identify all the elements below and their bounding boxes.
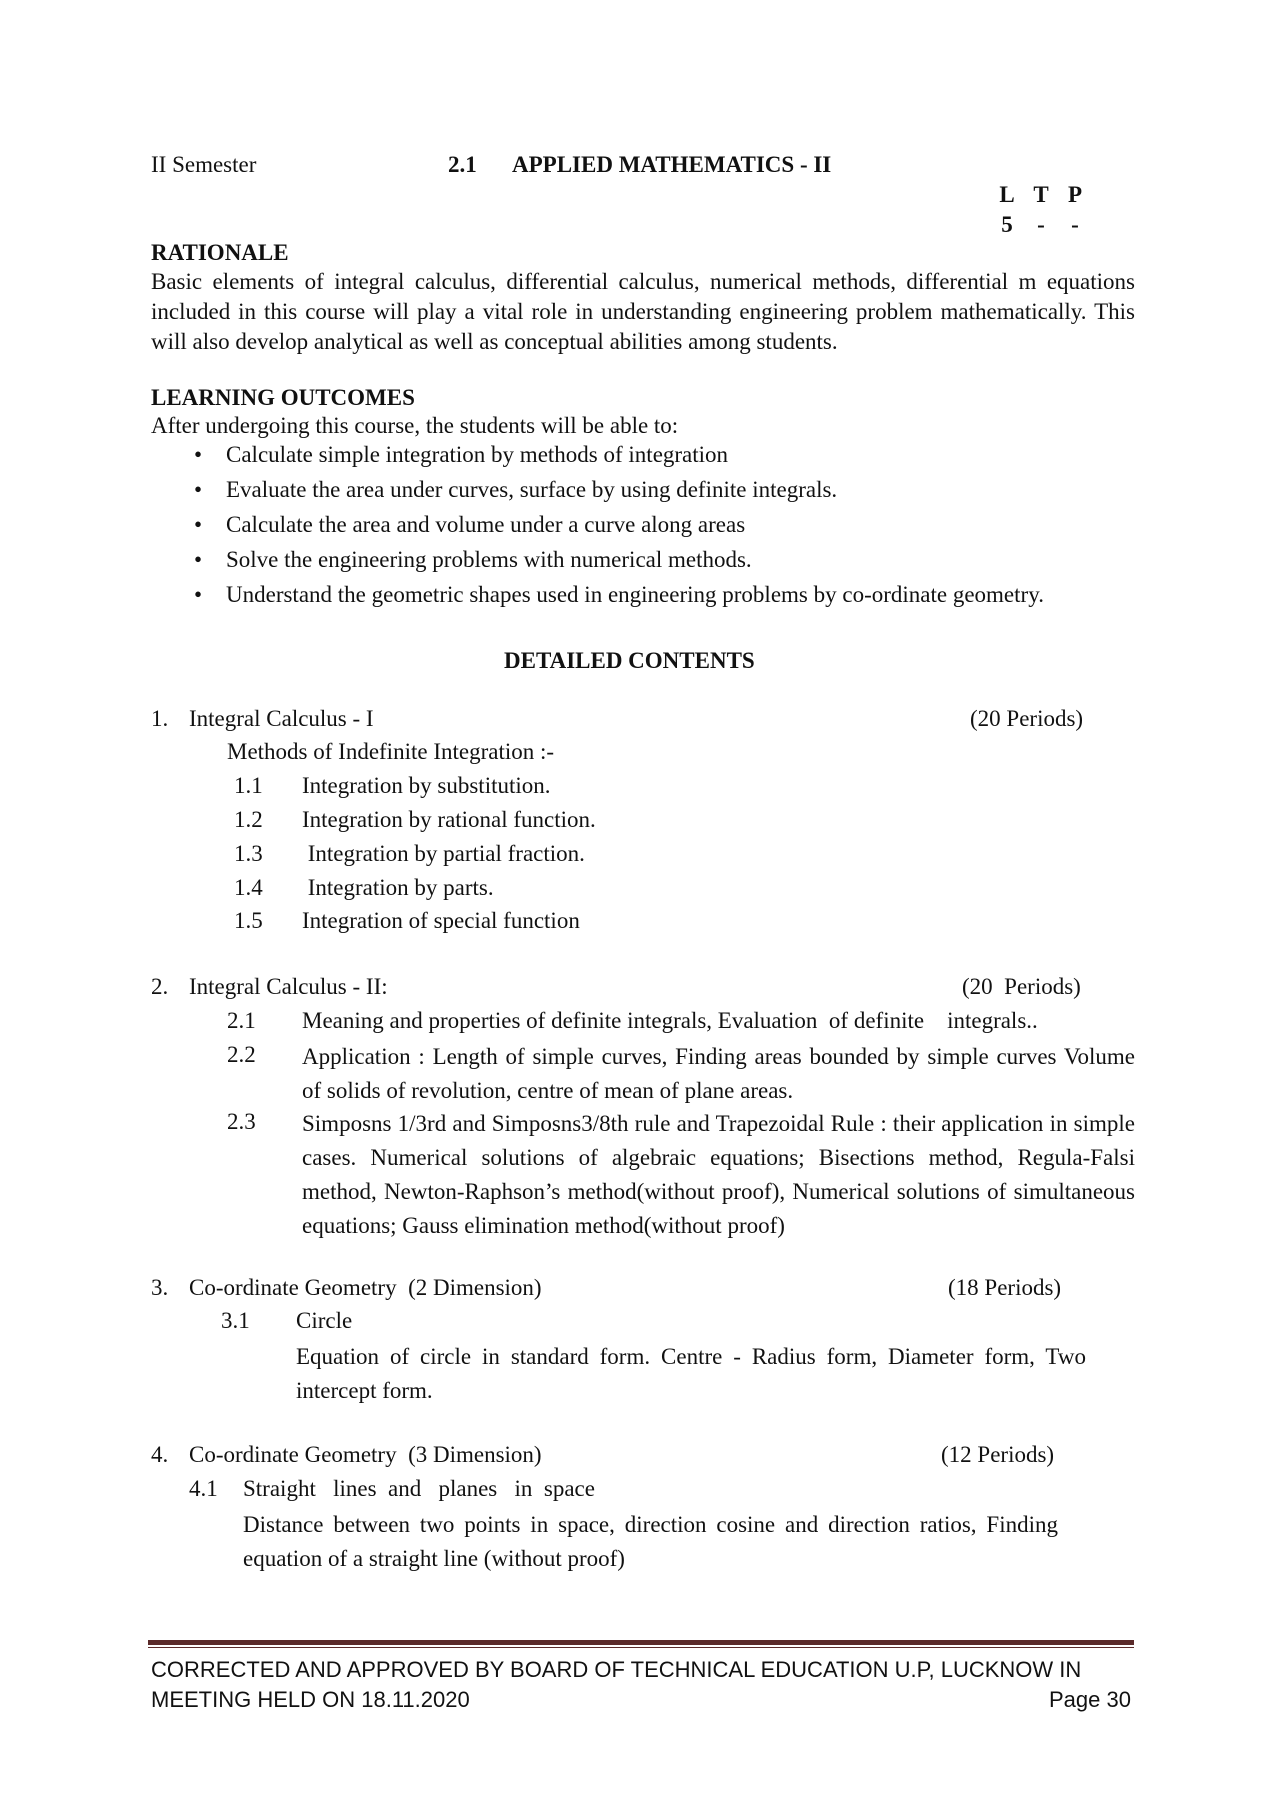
topic-text: Simposns 1/3rd and Simposns3/8th rule and Trapezoidal Rule : their application in simple cases. Numerical solutions of algebraic equations; Bisections method, Regula-Falsi method, Newton-Raphson’s method(without proof), Numerical solutions of simultaneous equations; Gauss elimination method(without proof) xyxy=(302,1111,1135,1238)
unit-2-title: Integral Calculus - II: xyxy=(189,974,388,999)
ltp-value-l: 5 xyxy=(1001,212,1013,237)
topic-number: 2.3 xyxy=(227,1109,256,1134)
unit-3-number: 3. xyxy=(151,1275,169,1300)
course-number: 2.1 xyxy=(448,152,477,177)
unit-1-title: Integral Calculus - I xyxy=(189,706,374,731)
topic-text: Integration of special function xyxy=(302,908,580,933)
unit-3-periods: (18 Periods) xyxy=(948,1275,1062,1300)
topic-number: 2.2 xyxy=(227,1042,256,1067)
unit-4-number: 4. xyxy=(151,1442,169,1467)
footer-divider-thin xyxy=(148,1647,1134,1648)
topic-number: 1.5 xyxy=(234,908,263,933)
topic-detail: Equation of circle in standard form. Centre - Radius form, Diameter form, Two intercept form. xyxy=(296,1344,1086,1403)
ltp-label-p: P xyxy=(1067,182,1083,207)
learning-outcomes-intro: After undergoing this course, the students will be able to: xyxy=(151,413,679,438)
unit-2-number: 2. xyxy=(151,974,169,999)
ltp-label-t: T xyxy=(1033,182,1049,207)
list-item: • Evaluate the area under curves, surface by using definite integrals. xyxy=(190,475,1044,510)
unit-1-subtitle: Methods of Indefinite Integration :- xyxy=(227,739,555,764)
topic-text: Straight lines and planes in space xyxy=(243,1476,595,1501)
bullet-icon: • xyxy=(194,547,203,572)
topic-number: 3.1 xyxy=(221,1308,250,1333)
footer-divider xyxy=(148,1640,1134,1645)
topic-text: Circle xyxy=(296,1308,353,1333)
learning-outcomes-heading: LEARNING OUTCOMES xyxy=(151,385,415,410)
rationale-heading: RATIONALE xyxy=(151,240,289,265)
bullet-icon: • xyxy=(194,582,203,607)
topic-number: 2.1 xyxy=(227,1008,256,1033)
learning-outcomes-list xyxy=(190,440,1044,615)
bullet-icon: • xyxy=(194,512,203,537)
unit-2-periods: (20 Periods) xyxy=(962,974,1081,999)
ltp-value-p: - xyxy=(1071,212,1079,237)
topic-number: 1.1 xyxy=(234,773,263,798)
bullet-icon: • xyxy=(194,442,203,467)
topic-text: Meaning and properties of definite integrals, Evaluation of definite integrals.. xyxy=(302,1008,1038,1033)
unit-1-periods: (20 Periods) xyxy=(970,706,1084,731)
list-item: • Understand the geometric shapes used in engineering problems by co-ordinate geometry. xyxy=(190,580,1044,615)
topic-number: 1.3 xyxy=(234,841,263,866)
ltp-label-l: L xyxy=(999,182,1015,207)
unit-4-title: Co-ordinate Geometry (3 Dimension) xyxy=(189,1442,542,1467)
topic-number: 4.1 xyxy=(189,1476,218,1501)
bullet-icon: • xyxy=(194,477,203,502)
ltp-labels xyxy=(990,180,1100,210)
footer-line-1: CORRECTED AND APPROVED BY BOARD OF TECHNICAL EDUCATION U.P, LUCKNOW IN xyxy=(151,1657,1082,1682)
footer-line-2: MEETING HELD ON 18.11.2020 xyxy=(151,1687,470,1712)
list-item: • Solve the engineering problems with numerical methods. xyxy=(190,545,1044,580)
page-number: Page 30 xyxy=(1049,1687,1131,1712)
topic-text: Integration by parts. xyxy=(302,875,494,900)
ltp-values xyxy=(990,210,1100,240)
semester-label: II Semester xyxy=(151,152,257,177)
unit-4-periods: (12 Periods) xyxy=(941,1442,1055,1467)
topic-number: 1.2 xyxy=(234,807,263,832)
topic-text: Integration by rational function. xyxy=(302,807,596,832)
rationale-text: Basic elements of integral calculus, differential calculus, numerical methods, differential m equations included in this course will play a vital role in understanding engineering problem mathematically. This will also develop analytical as well as conceptual abilities among students. xyxy=(151,269,1135,354)
topic-detail: Distance between two points in space, direction cosine and direction ratios, Finding equation of a straight line (without proof) xyxy=(243,1512,1058,1571)
topic-text: Application : Length of simple curves, Finding areas bounded by simple curves Volume of solids of revolution, centre of mean of plane areas. xyxy=(302,1044,1135,1103)
course-title: APPLIED MATHEMATICS - II xyxy=(512,152,832,177)
unit-1-number: 1. xyxy=(151,706,169,731)
list-item: • Calculate the area and volume under a curve along areas xyxy=(190,510,1044,545)
ltp-value-t: - xyxy=(1037,212,1045,237)
topic-number: 1.4 xyxy=(234,875,263,900)
list-item: • Calculate simple integration by methods of integration xyxy=(190,440,1044,475)
detailed-contents-heading: DETAILED CONTENTS xyxy=(504,648,755,673)
topic-text: Integration by partial fraction. xyxy=(302,841,585,866)
unit-3-title: Co-ordinate Geometry (2 Dimension) xyxy=(189,1275,542,1300)
topic-text: Integration by substitution. xyxy=(302,773,551,798)
